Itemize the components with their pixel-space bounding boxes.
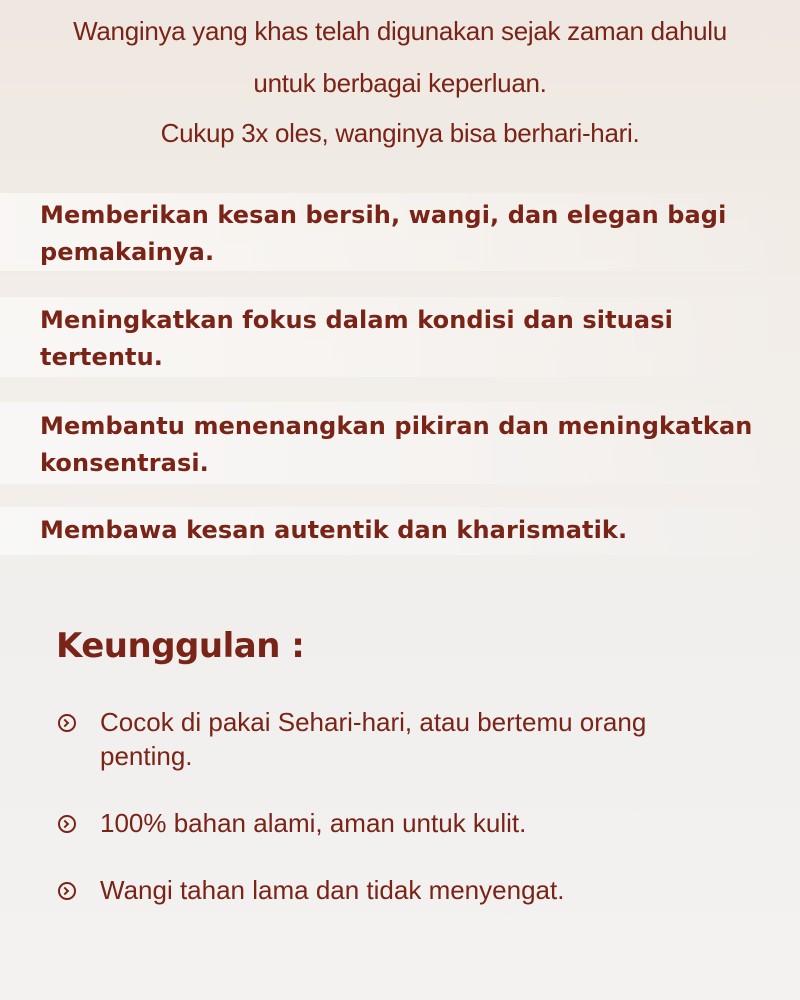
chevron-right-circle-icon — [58, 815, 76, 833]
benefit-text: Membantu menenangkan pikiran dan meningkatkan konsentrasi. — [40, 412, 753, 477]
intro-line-1: Wanginya yang khas telah digunakan sejak zaman dahulu — [73, 16, 727, 46]
advantage-text: Cocok di pakai Sehari-hari, atau bertemu orang penting. — [100, 707, 647, 771]
advantages-heading: Keunggulan : — [56, 626, 305, 666]
chevron-right-circle-icon — [58, 882, 76, 900]
advantage-text: 100% bahan alami, aman untuk kulit. — [100, 808, 527, 838]
benefit-item — [0, 402, 800, 484]
benefit-text: Meningkatkan fokus dalam kondisi dan situasi tertentu. — [40, 306, 673, 371]
intro-line-2: untuk berbagai keperluan. — [253, 68, 547, 98]
advantage-text: Wangi tahan lama dan tidak menyengat. — [100, 875, 565, 905]
benefit-item — [0, 193, 800, 271]
benefit-text: Memberikan kesan bersih, wangi, dan elegan bagi pemakainya. — [40, 201, 727, 266]
benefit-item — [0, 507, 800, 555]
benefit-text: Membawa kesan autentik dan kharismatik. — [40, 516, 628, 544]
intro-line-3: Cukup 3x oles, wanginya bisa berhari-hari. — [160, 118, 640, 148]
benefit-item — [0, 297, 800, 377]
chevron-right-circle-icon — [58, 714, 76, 732]
